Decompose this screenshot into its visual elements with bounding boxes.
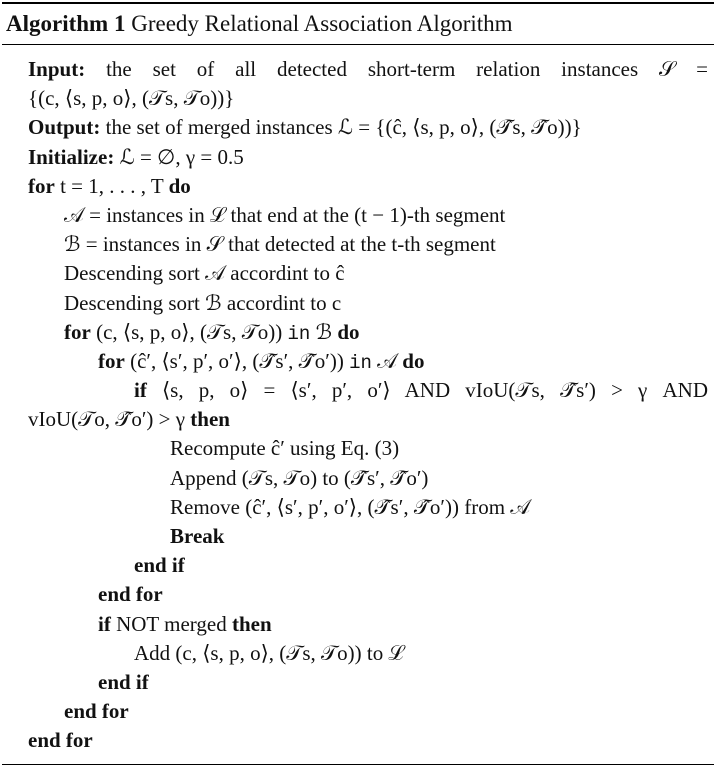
algorithm-block xyxy=(2,2,714,765)
algorithm-line: ℬ = instances in 𝒮 that detected at the t-th segment xyxy=(64,232,496,257)
algorithm-line: Initialize: ℒ = ∅, γ = 0.5 xyxy=(28,144,244,169)
algorithm-line: for t = 1, . . . , T do xyxy=(28,173,191,198)
algorithm-caption xyxy=(2,4,714,44)
algorithm-line: Remove (ĉ′, ⟨s′, p′, o′⟩, (𝒯̂s′, 𝒯̂o′)) from 𝒜 xyxy=(170,494,531,519)
algorithm-line: for (c, ⟨s, p, o⟩, (𝒯s, 𝒯o)) in ℬ do xyxy=(64,319,360,345)
algorithm-line: if NOT merged then xyxy=(98,611,272,636)
algorithm-label: Algorithm 1 xyxy=(6,11,126,36)
algorithm-line: Descending sort 𝒜 accordint to ĉ xyxy=(64,261,345,286)
algorithm-line: {(c, ⟨s, p, o⟩, (𝒯s, 𝒯o))} xyxy=(28,86,235,111)
algorithm-body xyxy=(2,45,714,764)
algorithm-line: Input: the set of all detected short-term relation instances 𝒮 = xyxy=(28,57,708,81)
algorithm-line: vIoU(𝒯o, 𝒯̂o′) > γ then xyxy=(28,407,230,432)
algorithm-line: Append (𝒯s, 𝒯o) to (𝒯̂s′, 𝒯̂o′) xyxy=(170,465,429,490)
algorithm-title: Greedy Relational Association Algorithm xyxy=(131,11,513,36)
algorithm-line: Recompute ĉ′ using Eq. (3) xyxy=(170,436,400,461)
algorithm-line: end if xyxy=(98,669,149,694)
algorithm-line: end if xyxy=(134,553,185,578)
algorithm-line: if ⟨s, p, o⟩ = ⟨s′, p′, o′⟩ AND vIoU(𝒯s, 𝒯̂s′) > γ AND xyxy=(134,378,708,403)
algorithm-line: Output: the set of merged instances ℒ = {(ĉ, ⟨s, p, o⟩, (𝒯̂s, 𝒯̂o))} xyxy=(28,115,582,140)
algorithm-line: Descending sort ℬ accordint to c xyxy=(64,290,342,315)
algorithm-line: 𝒜 = instances in ℒ that end at the (t − 1)-th segment xyxy=(64,202,506,227)
algorithm-line: end for xyxy=(98,582,163,607)
algorithm-line: Add (c, ⟨s, p, o⟩, (𝒯s, 𝒯o)) to ℒ xyxy=(134,640,404,665)
algorithm-line: end for xyxy=(28,728,93,753)
algorithm-line: Break xyxy=(170,524,225,548)
algorithm-line: for (ĉ′, ⟨s′, p′, o′⟩, (𝒯̂s′, 𝒯̂o′)) in 𝒜 do xyxy=(98,348,425,374)
algorithm-line: end for xyxy=(64,699,129,724)
